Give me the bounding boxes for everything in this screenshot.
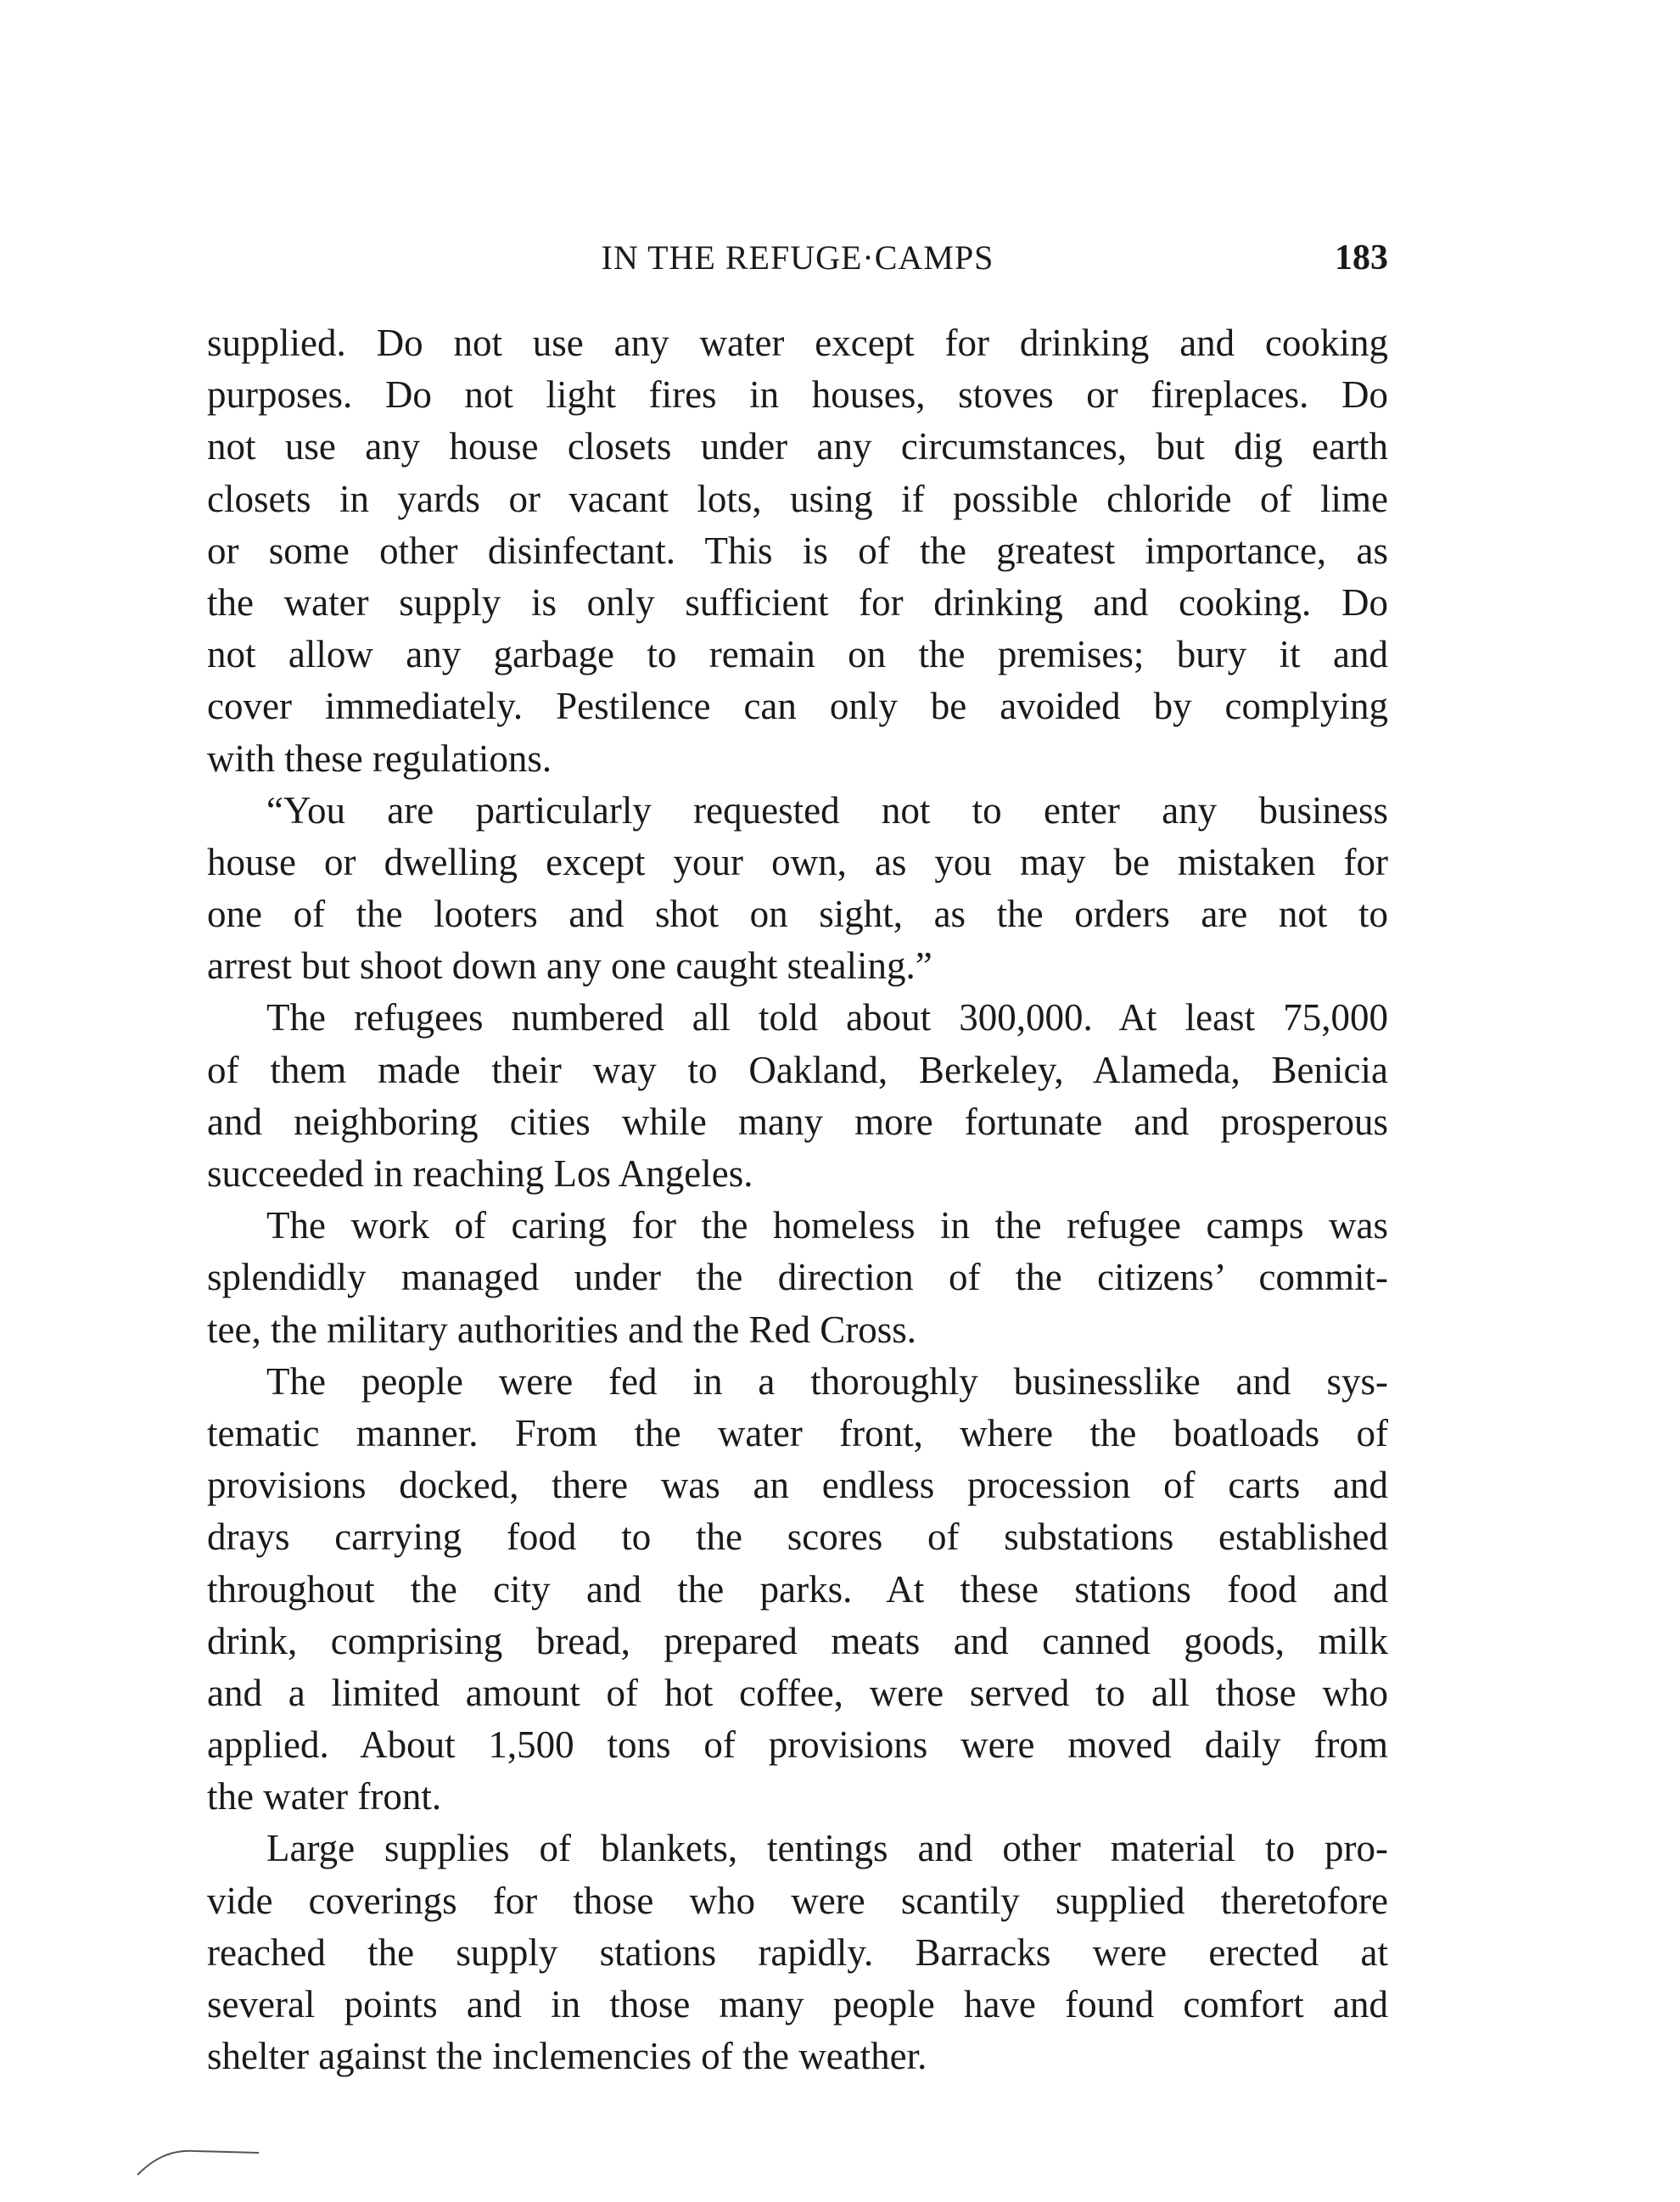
text-line: purposes. Do not light fires in houses, stoves or fireplaces. Do	[207, 373, 1388, 417]
text-line: tee, the military authorities and the Red Cross.	[207, 1308, 917, 1351]
page-header	[207, 238, 1388, 289]
text-line: and neighboring cities while many more fortunate and prosperous	[207, 1100, 1388, 1143]
text-line: not use any house closets under any circumstances, but dig earth	[207, 425, 1388, 468]
text-line: “You are particularly requested not to enter any business	[266, 788, 1388, 832]
text-line: arrest but shoot down any one caught stealing.”	[207, 944, 932, 988]
text-line: succeeded in reaching Los Angeles.	[207, 1152, 753, 1195]
text-line: splendidly managed under the direction of the citizens’ commit-	[207, 1256, 1388, 1299]
text-line: the water front.	[207, 1775, 442, 1818]
text-line: shelter against the inclemencies of the weather.	[207, 2035, 927, 2078]
text-line: vide coverings for those who were scantily supplied theretofore	[207, 1879, 1388, 1922]
text-line: Large supplies of blankets, tentings and other material to pro-	[266, 1827, 1388, 1870]
text-line: provisions docked, there was an endless procession of carts and	[207, 1464, 1388, 1507]
text-line: not allow any garbage to remain on the premises; bury it and	[207, 633, 1388, 676]
text-line: applied. About 1,500 tons of provisions were moved daily from	[207, 1723, 1388, 1767]
text-line: several points and in those many people have found comfort and	[207, 1983, 1388, 2026]
text-line: or some other disinfectant. This is of the greatest importance, as	[207, 529, 1388, 572]
text-line: with these regulations.	[207, 737, 552, 780]
text-line: closets in yards or vacant lots, using if possible chloride of lime	[207, 477, 1388, 520]
text-line: The refugees numbered all told about 300,000. At least 75,000	[266, 996, 1388, 1039]
text-line: supplied. Do not use any water except for drinking and cooking	[207, 322, 1388, 364]
page-number: 183	[1335, 238, 1388, 277]
text-line: the water supply is only sufficient for drinking and cooking. Do	[207, 580, 1388, 624]
page-body	[207, 317, 1388, 2082]
text-line: one of the looters and shot on sight, as the orders are not to	[207, 893, 1388, 936]
text-line: The people were fed in a thoroughly businesslike and sys-	[266, 1359, 1388, 1403]
text-line: throughout the city and the parks. At these stations food and	[207, 1567, 1388, 1611]
text-line: and a limited amount of hot coffee, were served to all those who	[207, 1671, 1388, 1714]
text-line: cover immediately. Pestilence can only be avoided by complying	[207, 685, 1388, 728]
text-line: drink, comprising bread, prepared meats and canned goods, milk	[207, 1619, 1388, 1662]
text-line: The work of caring for the homeless in the refugee camps was	[266, 1204, 1388, 1247]
text-line: drays carrying food to the scores of substations established	[207, 1516, 1388, 1559]
pen-mark	[136, 2143, 263, 2177]
text-line: house or dwelling except your own, as you may be mistaken for	[207, 840, 1388, 883]
text-line: tematic manner. From the water front, where the boatloads of	[207, 1411, 1388, 1454]
text-line: of them made their way to Oakland, Berkeley, Alameda, Benicia	[207, 1048, 1388, 1091]
running-title: IN THE REFUGE·CAMPS	[601, 238, 994, 277]
text-line: reached the supply stations rapidly. Barracks were erected at	[207, 1930, 1388, 1974]
